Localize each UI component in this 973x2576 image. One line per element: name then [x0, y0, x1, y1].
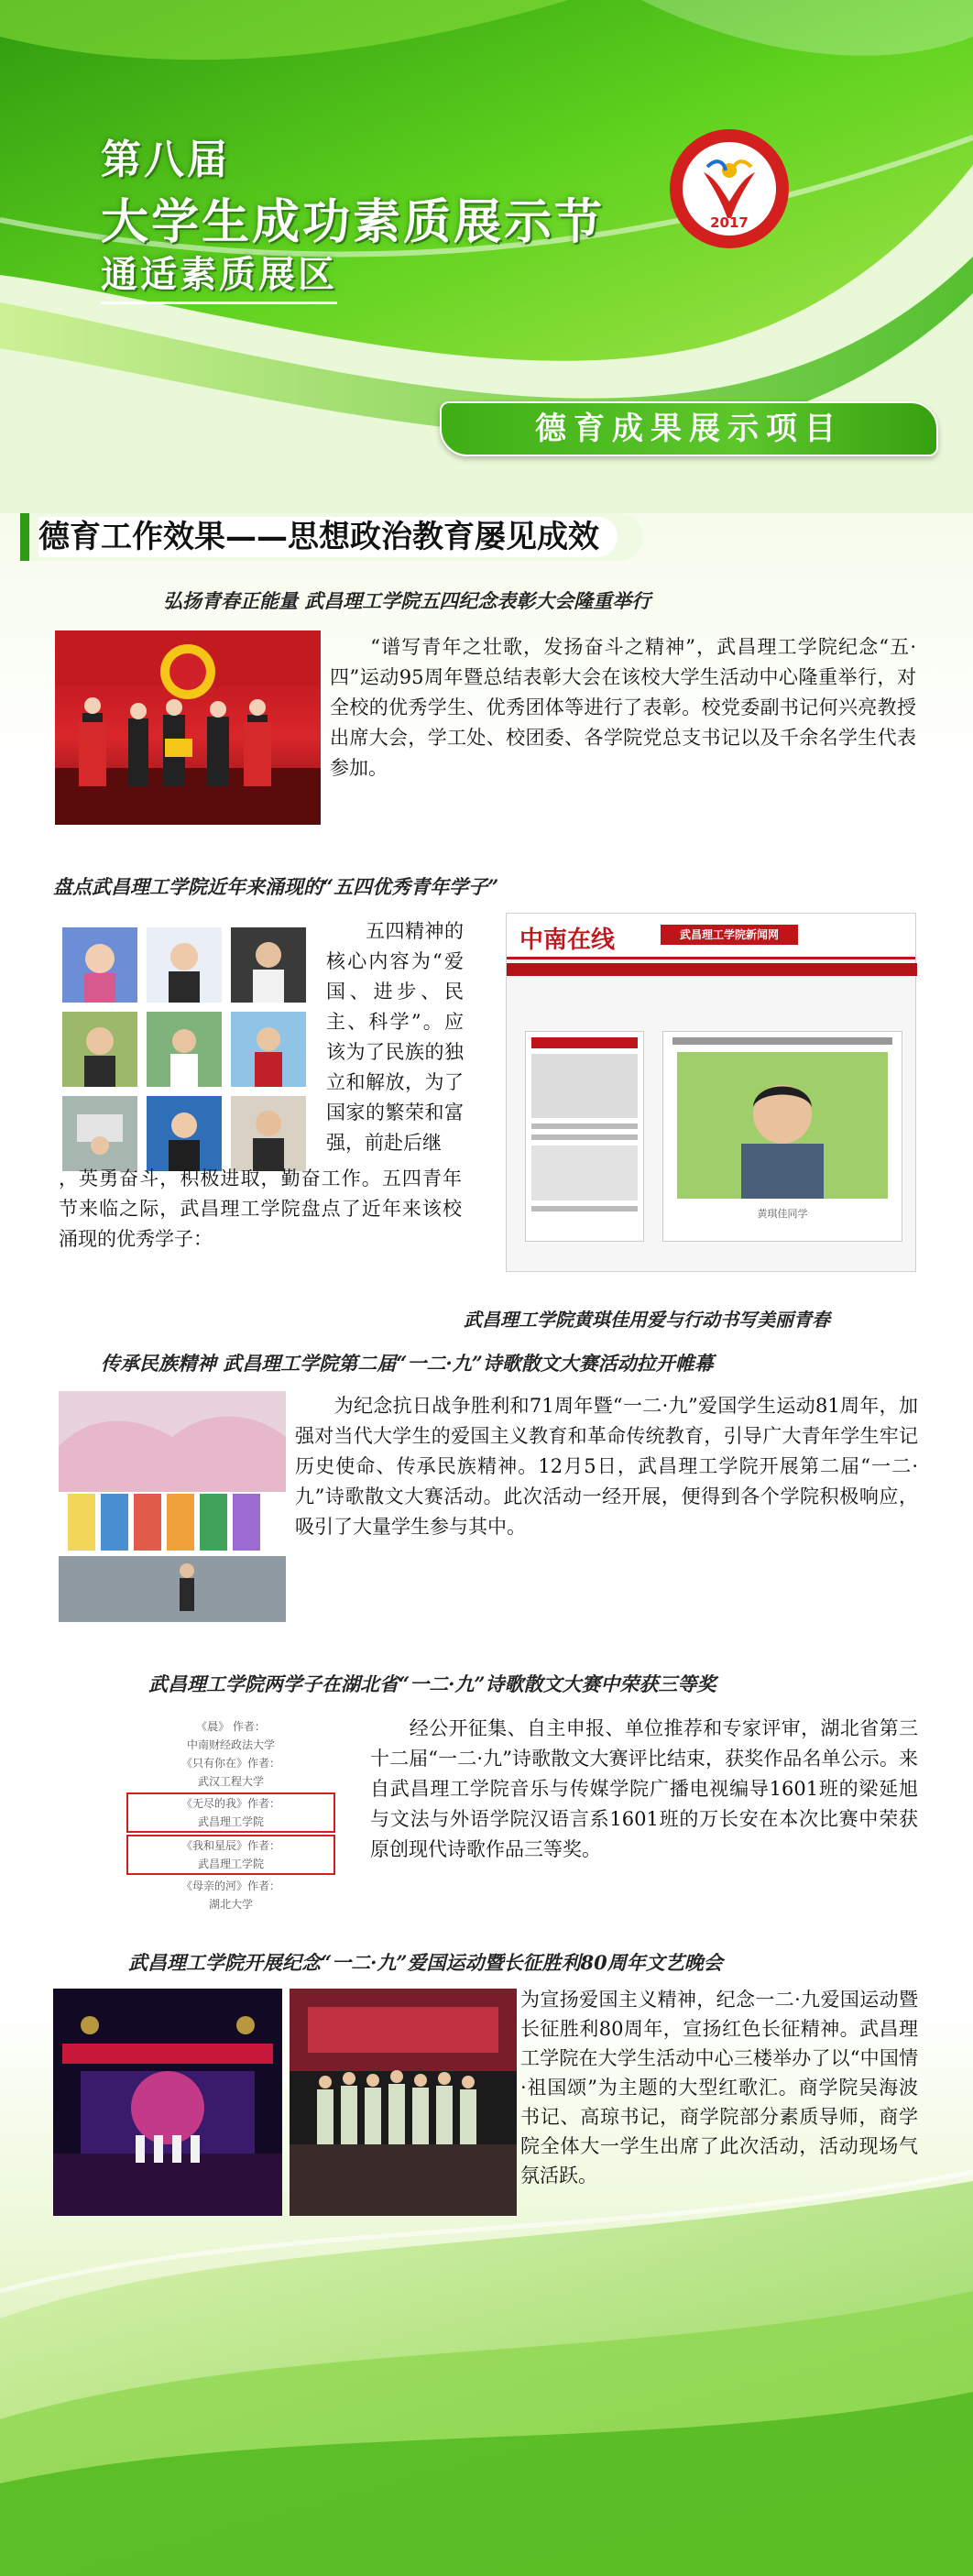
festival-edition: 第八届: [101, 137, 230, 183]
article-1-headline: 弘扬青春正能量 武昌理工学院五四纪念表彰大会隆重举行: [163, 589, 651, 612]
news-photo-caption: 黄琪佳同学: [757, 1208, 808, 1220]
article-5-headline: 武昌理工学院开展纪念“一二·九”爱国运动暨长征胜利80周年文艺晚会: [128, 1951, 723, 1974]
article-3-photo: [59, 1391, 286, 1622]
article-2-headline: 盘点武昌理工学院近年来涌现的“五四优秀青年学子”: [53, 875, 499, 898]
article-4-award-list: [117, 1712, 344, 1930]
article-2-news-screenshot: [506, 913, 916, 1272]
festival-logo-icon: [671, 130, 788, 247]
award-line-highlight: 《无尽的我》作者： 武昌理工学院: [126, 1792, 335, 1833]
award-line: 《母亲的河》作者：: [180, 1880, 280, 1892]
section-title: 德育工作效果——思想政治教育屡见成效: [38, 519, 599, 555]
award-line: 中南财经政法大学: [186, 1738, 275, 1751]
festival-title: 大学生成功素质展示节: [101, 195, 606, 250]
article-4-body: 经公开征集、自主申报、单位推荐和专家评审，湖北省第三十二届“一二·九”诗歌散文大赛评比结束，获奖作品名单公示。来自武昌理工学院音乐与传媒学院广播电视编导1601班的梁延旭与文法与外语学院汉语言系1601班的万长安在本次比赛中荣获原创现代诗歌作品三等奖。: [370, 1717, 918, 1860]
article-2-body: 五四精神的核心内容为“爱国、进步、民主、科学”。应该为了民族的独立和解放，为了国家的繁荣和富强，前赴后继: [326, 920, 464, 1154]
article-5-body: 为宣扬爱国主义精神，纪念一二·九爱国运动暨长征胜利80周年，宣扬红色长征精神。武昌理工学院在大学生活动中心三楼举办了以“中国情·祖国颂”为主题的大型红歌汇。商学院吴海波书记、高琼书记，商学院部分素质导师，商学院全体大一学生出席了此次活动，活动现场气氛活跃。: [520, 1989, 918, 2187]
exhibition-zone: 通适素质展区: [101, 246, 337, 304]
footer-background: [0, 2181, 973, 2576]
news-site-logo: 中南在线: [519, 926, 616, 954]
article-3-headline: 传承民族精神 武昌理工学院第二届“一二·九”诗歌散文大赛活动拉开帷幕: [101, 1352, 714, 1375]
article-1-body: “谱写青年之壮歌，发扬奋斗之精神”，武昌理工学院纪念“五·四”运动95周年暨总结表彰大会在该校大学生活动中心隆重举行，对全校的优秀学生、优秀团体等进行了表彰。校党委副书记何兴亮教授出席大会，学工处、校团委、各学院党总支书记以及千余名学生代表参加。: [330, 636, 916, 779]
award-line: 湖北大学: [208, 1898, 253, 1911]
article-2-photo-grid: [59, 922, 315, 1178]
article-3-body: 为纪念抗日战争胜利和71周年暨“一二·九”爱国学生运动81周年，加强对当代大学生的爱国主义教育和革命传统教育，引导广大青年学生牢记历史使命、传承民族精神。12月5日，武昌理工学院开展第二届“一二·九”诗歌散文大赛活动。此次活动一经开展，便得到各个学院积极响应，吸引了大量学生参与其中。: [295, 1395, 918, 1538]
article-2-body-narrow: [326, 916, 464, 1154]
article-1-photo: [55, 630, 321, 825]
award-line: 《只有你在》作者：: [180, 1757, 280, 1770]
award-line: 《晨》 作者：: [196, 1720, 266, 1733]
article-4-headline: 武昌理工学院两学子在湖北省“一二·九”诗歌散文大赛中荣获三等奖: [148, 1672, 716, 1695]
article-2-body-spacer: ，英勇奋斗，积极进取，勤奋工作。五四青年节来临之际，武昌理工学院盘点了近年来该校涌现的优秀学子：: [59, 1167, 462, 1250]
logo-year: 2017: [710, 214, 749, 231]
article-2-caption: 武昌理工学院黄琪佳用爱与行动书写美丽青春: [464, 1309, 830, 1331]
news-site-header: 武昌理工学院新闻网: [661, 925, 798, 945]
award-line-highlight: 《我和星辰》作者： 武昌理工学院: [126, 1835, 335, 1875]
award-line: 武汉工程大学: [197, 1775, 264, 1788]
project-banner: 德育成果展示项目: [440, 401, 938, 456]
